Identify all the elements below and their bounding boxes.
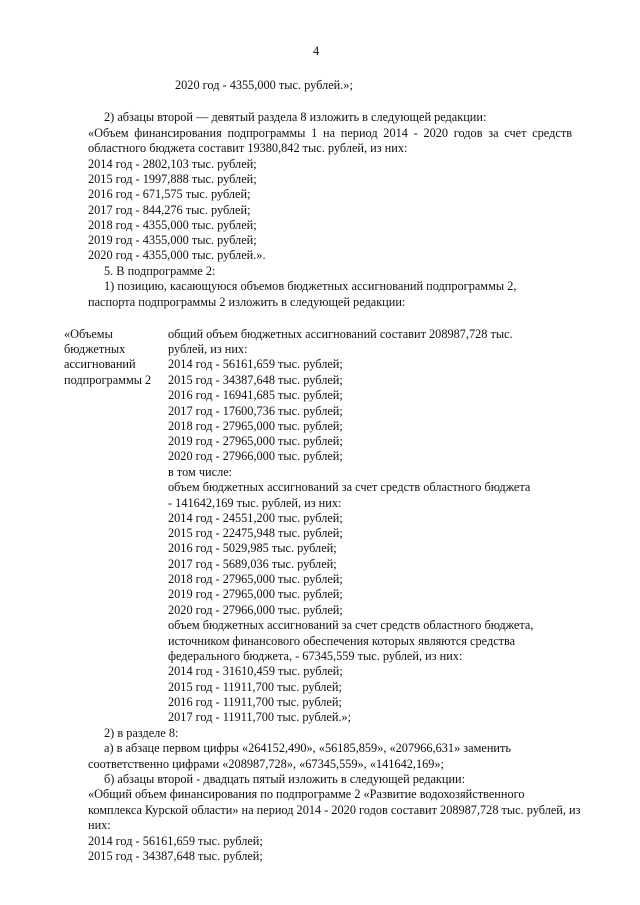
- passport-regional-year: 2019 год - 27965,000 тыс. рублей;: [168, 587, 343, 601]
- passport-regional-year: 2015 год - 22475,948 тыс. рублей;: [168, 526, 343, 540]
- passport-regional-line1: объем бюджетных ассигнований за счет средств областного бюджета: [168, 480, 531, 494]
- passport-federal-year: 2016 год - 11911,700 тыс. рублей;: [168, 695, 342, 709]
- item5-heading: 5. В подпрограмме 2:: [104, 264, 216, 278]
- passport-total-year: 2019 год - 27965,000 тыс. рублей;: [168, 434, 343, 448]
- passport-regional-year: 2017 год - 5689,036 тыс. рублей;: [168, 557, 337, 571]
- passport-total-year: 2020 год - 27966,000 тыс. рублей;: [168, 449, 343, 463]
- section8-year: 2014 год - 56161,659 тыс. рублей;: [88, 834, 263, 848]
- passport-including: в том числе:: [168, 465, 233, 479]
- passport-regional-year: 2018 год - 27965,000 тыс. рублей;: [168, 572, 343, 586]
- passport-total-year: 2016 год - 16941,685 тыс. рублей;: [168, 388, 343, 402]
- passport-federal-line3: федерального бюджета, - 67345,559 тыс. рублей, из них:: [168, 649, 463, 663]
- section8-quote-line1: «Общий объем финансирования по подпрограмме 2 «Развитие водохозяйственного: [88, 787, 525, 801]
- item2-text-line2: областного бюджета составит 19380,842 тыс. рублей, из них:: [88, 141, 408, 155]
- section8-quote-line2: комплекса Курской области» на период 2014 - 2020 годов составит 208987,728 тыс. рублей, из: [88, 803, 581, 817]
- item2-text-line1: «Объем финансирования подпрограммы 1 на период 2014 - 2020 годов за счет средств: [88, 126, 572, 140]
- passport-regional-year: 2016 год - 5029,985 тыс. рублей;: [168, 541, 337, 555]
- passport-federal-year: 2015 год - 11911,700 тыс. рублей;: [168, 680, 342, 694]
- passport-federal-line1: объем бюджетных ассигнований за счет средств областного бюджета,: [168, 618, 534, 632]
- passport-total-year: 2015 год - 34387,648 тыс. рублей;: [168, 373, 343, 387]
- passport-total-year: 2017 год - 17600,736 тыс. рублей;: [168, 404, 343, 418]
- section8-a-line1: а) в абзаце первом цифры «264152,490», «56185,859», «207966,631» заменить: [104, 741, 511, 755]
- item5-sub1-line2: паспорта подпрограммы 2 изложить в следующей редакции:: [88, 295, 406, 309]
- section8-b-line: б) абзацы второй - двадцать пятый изложить в следующей редакции:: [104, 772, 466, 786]
- passport-total-line1: общий объем бюджетных ассигнований составит 208987,728 тыс.: [168, 327, 513, 341]
- section8-a-line2: соответственно цифрами «208987,728», «67345,559», «141642,169»;: [88, 757, 444, 771]
- passport-label: подпрограммы 2: [64, 373, 152, 387]
- section8-year: 2015 год - 34387,648 тыс. рублей;: [88, 849, 263, 863]
- item2-year: 2018 год - 4355,000 тыс. рублей;: [88, 218, 257, 232]
- item5-sub1-line1: 1) позицию, касающуюся объемов бюджетных ассигнований подпрограммы 2,: [104, 279, 517, 293]
- item2-heading: 2) абзацы второй — девятый раздела 8 изложить в следующей редакции:: [104, 110, 487, 124]
- passport-regional-year: 2020 год - 27966,000 тыс. рублей;: [168, 603, 343, 617]
- item2-year: 2019 год - 4355,000 тыс. рублей;: [88, 233, 257, 247]
- passport-label: ассигнований: [64, 357, 136, 371]
- item2-year: 2014 год - 2802,103 тыс. рублей;: [88, 157, 257, 171]
- passport-federal-year: 2014 год - 31610,459 тыс. рублей;: [168, 664, 343, 678]
- passport-total-year: 2018 год - 27965,000 тыс. рублей;: [168, 419, 343, 433]
- page-number: 4: [313, 44, 320, 58]
- passport-regional-year: 2014 год - 24551,200 тыс. рублей;: [168, 511, 343, 525]
- item2-year: 2015 год - 1997,888 тыс. рублей;: [88, 172, 257, 186]
- item2-year: 2020 год - 4355,000 тыс. рублей.».: [88, 248, 266, 262]
- item2-year: 2016 год - 671,575 тыс. рублей;: [88, 187, 251, 201]
- passport-federal-line2: источником финансового обеспечения которых являются средства: [168, 634, 516, 648]
- passport-total-line2: рублей, из них:: [168, 342, 248, 356]
- passport-regional-line2: - 141642,169 тыс. рублей, из них:: [168, 496, 342, 510]
- item2-year: 2017 год - 844,276 тыс. рублей;: [88, 203, 251, 217]
- section8-heading: 2) в разделе 8:: [104, 726, 179, 740]
- passport-label: «Объемы: [64, 327, 113, 341]
- section8-quote-line3: них:: [88, 818, 111, 832]
- top-line: 2020 год - 4355,000 тыс. рублей.»;: [175, 78, 353, 92]
- passport-label: бюджетных: [64, 342, 126, 356]
- passport-total-year: 2014 год - 56161,659 тыс. рублей;: [168, 357, 343, 371]
- passport-federal-year: 2017 год - 11911,700 тыс. рублей.»;: [168, 710, 352, 724]
